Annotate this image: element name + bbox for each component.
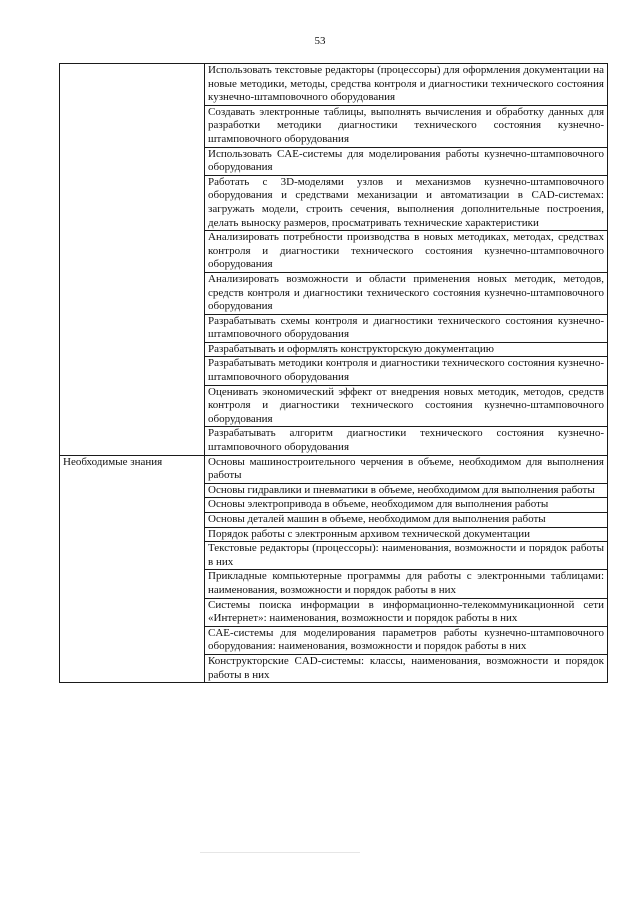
skill-item: Работать с 3D-моделями узлов и механизмов кузнечно-штамповочного оборудования и средствами механизации и автоматизации в CAD-системах: загружать модели, строить сечения, выполнения дополнительные построения, делать выноску размеров, просматривать технические характеристики xyxy=(205,175,608,230)
skill-item: Создавать электронные таблицы, выполнять вычисления и обработку данных для разработки методики диагностики технического состояния кузнечно-штамповочного оборудования xyxy=(205,105,608,147)
knowledge-item: Прикладные компьютерные программы для работы с электронными таблицами: наименования, возможности и порядок работы в них xyxy=(205,570,608,598)
knowledge-item: Текстовые редакторы (процессоры): наименования, возможности и порядок работы в них xyxy=(205,542,608,570)
table-row xyxy=(60,455,608,483)
skill-item: Оценивать экономический эффект от внедрения новых методик, методов, средств контроля и диагностики технического состояния кузнечно-штамповочного оборудования xyxy=(205,385,608,427)
scan-artifact-line xyxy=(200,852,360,853)
knowledge-item: Основы электропривода в объеме, необходимом для выполнения работы xyxy=(205,498,608,513)
knowledge-item: Системы поиска информации в информационно-телекоммуникационной сети «Интернет»: наименования, возможности и порядок работы в них xyxy=(205,598,608,626)
skills-section xyxy=(60,64,608,456)
knowledge-item: Конструкторские CAD-системы: классы, наименования, возможности и порядок работы в них xyxy=(205,654,608,682)
skill-item: Использовать CAE-системы для моделирования работы кузнечно-штамповочного оборудования xyxy=(205,147,608,175)
page-number: 53 xyxy=(314,35,326,47)
skill-item: Разрабатывать алгоритм диагностики технического состояния кузнечно-штамповочного оборудования xyxy=(205,427,608,455)
knowledge-item: Основы машиностроительного черчения в объеме, необходимом для выполнения работы xyxy=(205,455,608,483)
table-row xyxy=(60,64,608,106)
requirements-table xyxy=(59,63,608,683)
section-label-knowledge: Необходимые знания xyxy=(60,455,205,683)
skill-item: Анализировать возможности и области применения новых методик, методов, средств контроля и диагностики технического состояния кузнечно-штамповочного оборудования xyxy=(205,272,608,314)
knowledge-item: CAE-системы для моделирования параметров работы кузнечно-штамповочного оборудования: наименования, возможности и порядок работы в них xyxy=(205,626,608,654)
knowledge-section xyxy=(60,455,608,683)
section-label-skills xyxy=(60,64,205,456)
skill-item: Использовать текстовые редакторы (процессоры) для оформления документации на новые методики, методы, средства контроля и диагностики технического состояния кузнечно-штамповочного оборудования xyxy=(205,64,608,106)
knowledge-item: Порядок работы с электронным архивом технической документации xyxy=(205,527,608,542)
skill-item: Разрабатывать методики контроля и диагностики технического состояния кузнечно-штамповочного оборудования xyxy=(205,357,608,385)
skill-item: Разрабатывать и оформлять конструкторскую документацию xyxy=(205,342,608,357)
skill-item: Анализировать потребности производства в новых методиках, методах, средствах контроля и диагностики технического состояния кузнечно-штамповочного оборудования xyxy=(205,231,608,273)
skill-item: Разрабатывать схемы контроля и диагностики технического состояния кузнечно-штамповочного оборудования xyxy=(205,314,608,342)
knowledge-item: Основы гидравлики и пневматики в объеме, необходимом для выполнения работы xyxy=(205,483,608,498)
knowledge-item: Основы деталей машин в объеме, необходимом для выполнения работы xyxy=(205,513,608,528)
